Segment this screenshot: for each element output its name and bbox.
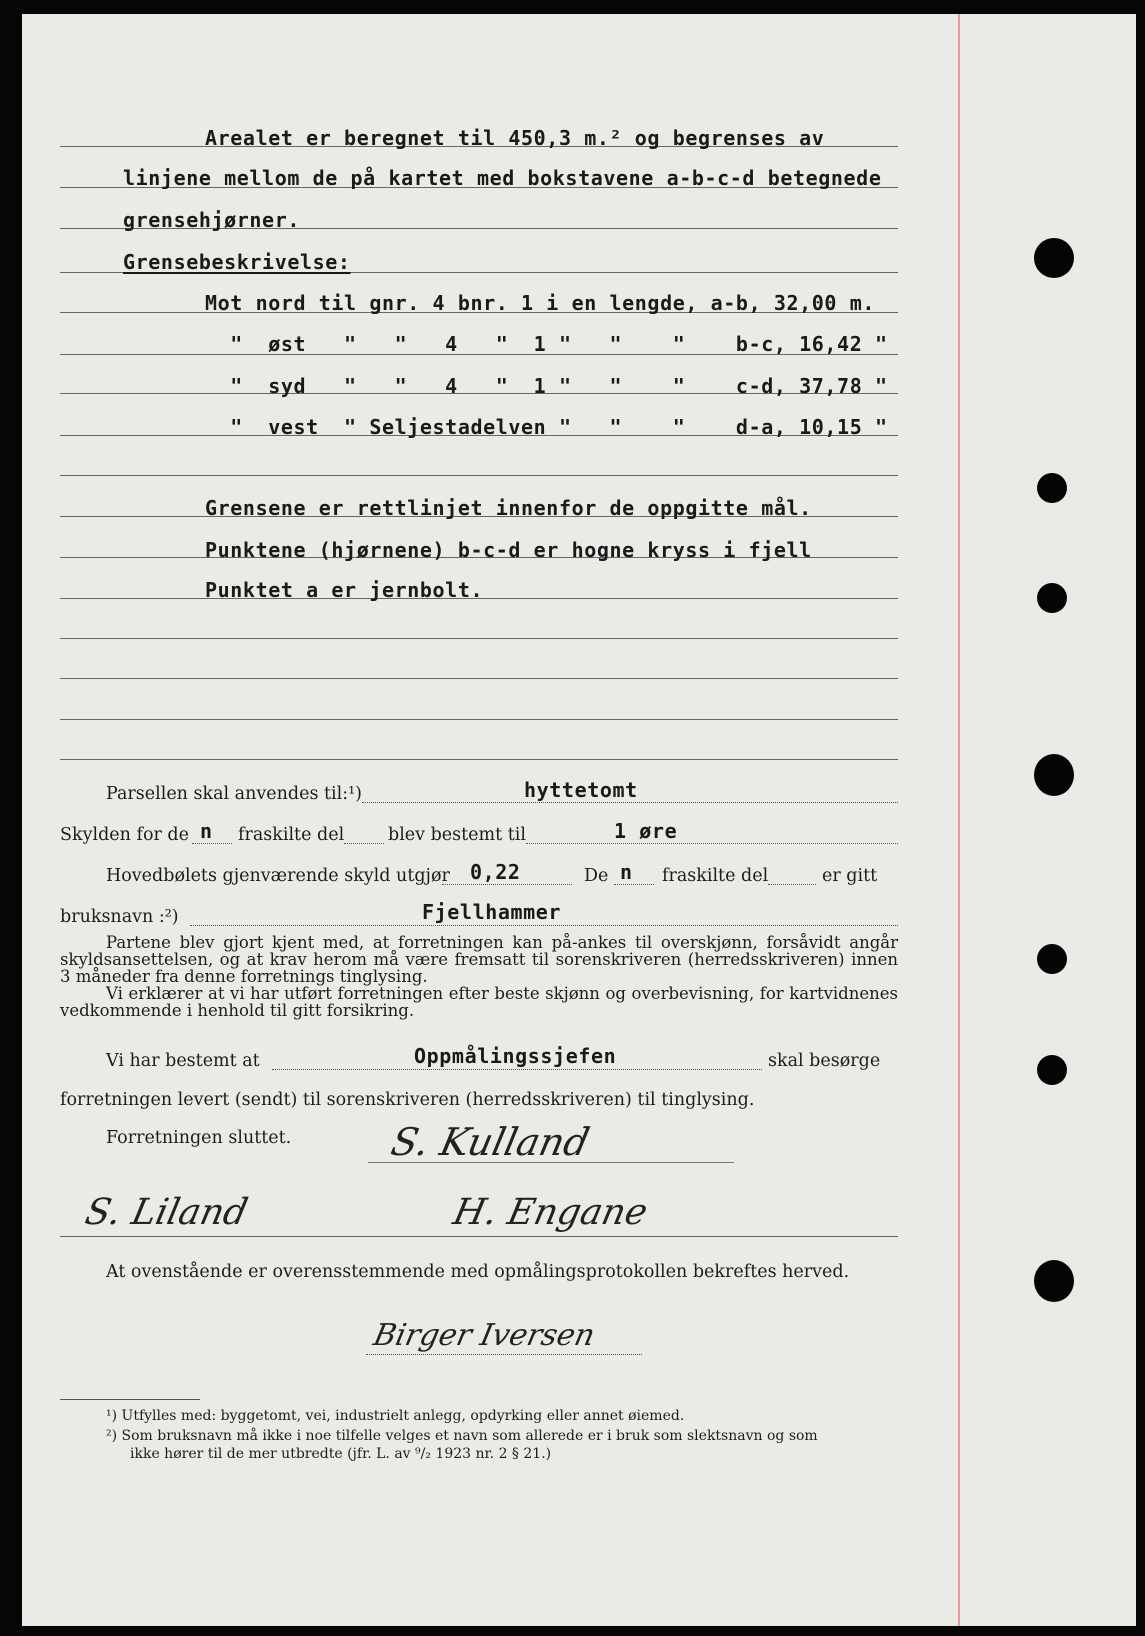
ruled-line xyxy=(60,719,898,720)
tax-value: 1 øre xyxy=(614,819,678,843)
document-page xyxy=(22,14,1136,1626)
ruled-line xyxy=(60,475,898,476)
boundary-row-west: " vest " Seljestadelven " " " d-a, 10,15 " xyxy=(205,415,888,439)
binder-hole-2 xyxy=(1037,473,1067,503)
use-label: Parsellen skal anvendes til:¹) xyxy=(106,784,362,804)
ruled-line xyxy=(60,678,898,679)
tax-label-b: fraskilte del xyxy=(238,825,345,845)
boundary-row-south: " syd " " 4 " 1 " " " c-d, 37,78 " xyxy=(205,374,888,398)
fill-line xyxy=(768,884,816,885)
signature-3: H. Engane xyxy=(449,1192,652,1233)
boundary-row-north: Mot nord til gnr. 4 bnr. 1 i en lengde, a-b, 32,00 m. xyxy=(205,291,875,315)
fill-line xyxy=(192,843,232,844)
farm-name-label: bruksnavn :²) xyxy=(60,907,179,927)
red-margin-line xyxy=(958,14,960,1626)
fill-line xyxy=(362,802,898,803)
fill-line xyxy=(614,884,654,885)
binder-hole-3 xyxy=(1037,583,1067,613)
signature-4: Birger Iversen xyxy=(370,1318,598,1353)
de-label: De xyxy=(584,866,609,886)
separated-value-2: n xyxy=(620,860,633,884)
remaining-tax-value: 0,22 xyxy=(470,860,521,884)
binder-hole-5 xyxy=(1037,944,1067,974)
confirmation-text: At ovenstående er overensstemmende med opmålingsprotokollen bekreftes herved. xyxy=(106,1262,850,1282)
deliver-line-2: forretningen levert (sendt) til sorenskriveren (herredsskriveren) til tinglysing. xyxy=(60,1090,755,1110)
appeal-paragraph: Partene blev gjort kjent med, at forretningen kan på-ankes til overskjønn, forsåvidt angår skyldsansettelsen, og at krav herom må være fremsatt til sorenskriveren (herredsskriveren) innen 3 måneder fra denne forretnings tinglysing. xyxy=(60,933,898,986)
ruled-line xyxy=(60,638,898,639)
binder-hole-4 xyxy=(1034,754,1074,796)
footnote-separator xyxy=(60,1399,200,1400)
fraskilte-label: fraskilte del xyxy=(662,866,769,886)
er-gitt-label: er gitt xyxy=(822,866,878,886)
fill-line xyxy=(344,843,384,844)
footnote-2-line-2: ikke hører til de mer utbredte (jfr. L. av ⁹/₂ 1923 nr. 2 § 21.) xyxy=(130,1446,552,1462)
signature-line xyxy=(368,1162,734,1163)
area-line-2: linjene mellom de på kartet med bokstavene a-b-c-d betegnede xyxy=(123,166,882,190)
farm-name-value: Fjellhammer xyxy=(422,900,562,924)
footnote-2-line-1: ²) Som bruksnavn må ikke i noe tilfelle velges et navn som allerede er i bruk som slektsnavn og som xyxy=(106,1428,818,1444)
deliver-value: Oppmålingssjefen xyxy=(414,1044,617,1068)
closed-label: Forretningen sluttet. xyxy=(106,1128,292,1148)
deliver-label: Vi har bestemt at xyxy=(106,1051,260,1071)
fill-line xyxy=(272,1069,762,1070)
signature-line xyxy=(366,1354,642,1355)
fill-line xyxy=(442,884,572,885)
tax-label-c: blev bestemt til xyxy=(388,825,526,845)
boundary-row-east: " øst " " 4 " 1 " " " b-c, 16,42 " xyxy=(205,332,888,356)
deliver-suffix: skal besørge xyxy=(768,1051,881,1071)
binder-hole-7 xyxy=(1034,1260,1074,1302)
binder-hole-1 xyxy=(1034,238,1074,278)
footnote-1: ¹) Utfylles med: byggetomt, vei, industrielt anlegg, opdyrking eller annet øiemed. xyxy=(106,1408,685,1424)
note-line-3: Punktet a er jernbolt. xyxy=(205,578,484,602)
tax-label-a: Skylden for de xyxy=(60,825,189,845)
signature-2: S. Liland xyxy=(81,1192,252,1233)
signature-line xyxy=(60,1236,898,1237)
signature-1: S. Kulland xyxy=(387,1120,594,1164)
ruled-line xyxy=(60,759,898,760)
note-line-1: Grensene er rettlinjet innenfor de oppgitte mål. xyxy=(205,496,812,520)
boundary-heading: Grensebeskrivelse: xyxy=(123,250,351,274)
declaration-paragraph: Vi erklærer at vi har utført forretningen efter beste skjønn og overbevisning, for kartvidnenes vedkommende i henhold til gitt forsikring. xyxy=(60,984,898,1020)
fill-line xyxy=(190,925,898,926)
area-line-3: grensehjørner. xyxy=(123,208,300,232)
fill-line xyxy=(526,843,898,844)
binder-hole-6 xyxy=(1037,1055,1067,1085)
area-line-1: Arealet er beregnet til 450,3 m.² og begrenses av xyxy=(205,126,825,150)
remaining-tax-label: Hovedbølets gjenværende skyld utgjør xyxy=(106,866,450,886)
use-value: hyttetomt xyxy=(524,778,638,802)
separated-value-1: n xyxy=(200,819,213,843)
note-line-2: Punktene (hjørnene) b-c-d er hogne kryss i fjell xyxy=(205,538,812,562)
